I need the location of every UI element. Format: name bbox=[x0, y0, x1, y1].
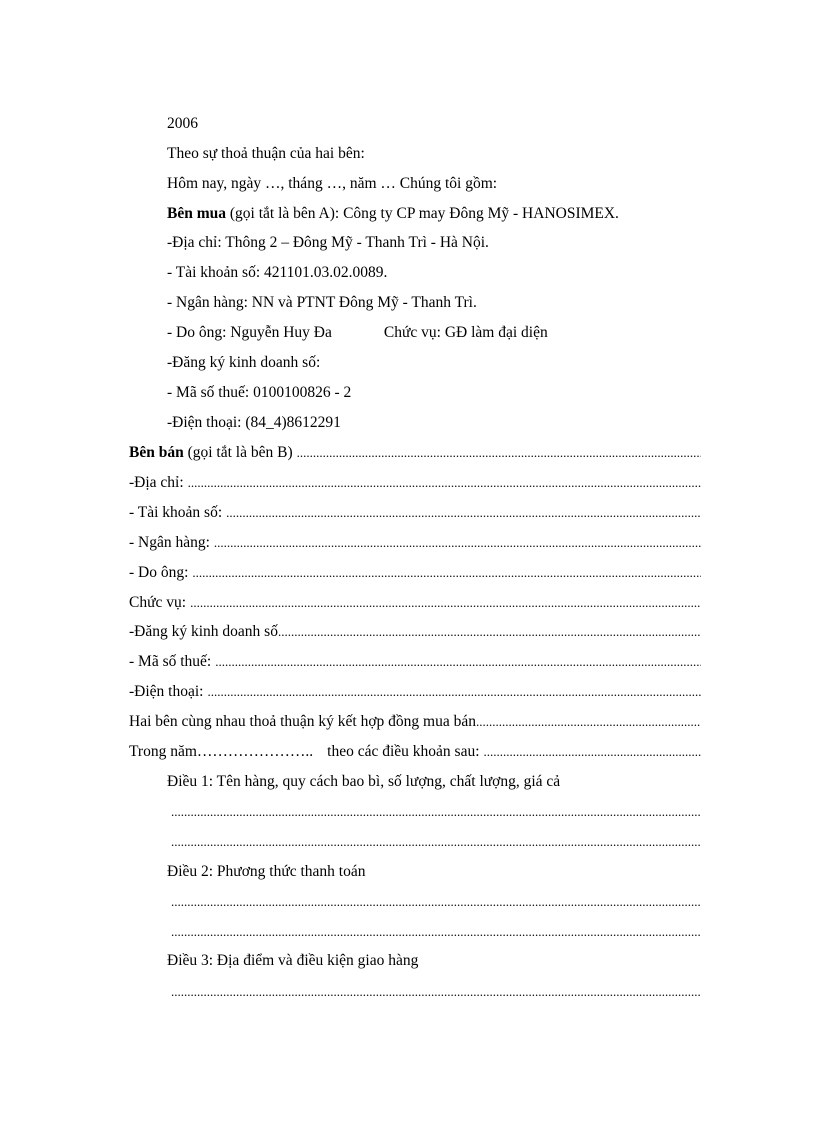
fill-dots bbox=[210, 533, 701, 553]
seller-bank: - Ngân hàng: bbox=[129, 534, 210, 551]
seller-phone-line bbox=[129, 682, 701, 702]
year-line-b: theo các điều khoản sau: bbox=[327, 743, 480, 760]
seller-heading bbox=[129, 443, 701, 463]
article-3: Điều 3: Địa điểm và điều kiện giao hàng bbox=[167, 952, 419, 969]
seller-tax: - Mã số thuế: bbox=[129, 653, 212, 670]
seller-registration: -Đăng ký kinh doanh số bbox=[129, 623, 278, 640]
fill-dots bbox=[222, 503, 701, 523]
buyer-phone: -Điện thoại: (84_4)8612291 bbox=[167, 414, 341, 431]
blank-line bbox=[171, 832, 701, 852]
article-2: Điều 2: Phương thức thanh toán bbox=[167, 863, 366, 880]
buyer-desc: (gọi tắt là bên A): Công ty CP may Đông Mỹ - HANOSIMEX. bbox=[226, 205, 619, 222]
buyer-account: - Tài khoản số: 421101.03.02.0089. bbox=[167, 264, 388, 281]
fill-dots bbox=[186, 593, 701, 613]
buyer-label: Bên mua bbox=[167, 205, 226, 222]
buyer-bank: - Ngân hàng: NN và PTNT Đông Mỹ - Thanh Trì. bbox=[167, 294, 477, 311]
buyer-registration: -Đăng ký kinh doanh số: bbox=[167, 354, 321, 371]
fill-dots bbox=[203, 682, 701, 702]
seller-phone: -Điện thoại: bbox=[129, 683, 204, 700]
buyer-address: -Địa chỉ: Thông 2 – Đông Mỹ - Thanh Trì - Hà Nội. bbox=[167, 234, 489, 251]
seller-account-line bbox=[129, 503, 701, 523]
buyer-position: Chức vụ: GĐ làm đại diện bbox=[383, 324, 548, 341]
buyer-rep: - Do ông: Nguyễn Huy Đa bbox=[167, 324, 332, 341]
seller-registration-line bbox=[129, 622, 701, 642]
fill-dots bbox=[278, 622, 701, 642]
seller-label: Bên bán bbox=[129, 444, 184, 461]
agreement-text: Hai bên cùng nhau thoả thuận ký kết hợp đồng mua bán bbox=[129, 713, 476, 730]
fill-dots bbox=[184, 473, 701, 493]
seller-rep: - Do ông: bbox=[129, 564, 189, 581]
seller-bank-line bbox=[129, 533, 701, 553]
intro-text: Theo sự thoả thuận của hai bên: bbox=[167, 145, 365, 162]
date-line: Hôm nay, ngày …, tháng …, năm … Chúng tôi gồm: bbox=[167, 175, 498, 192]
fill-dots bbox=[480, 742, 701, 762]
seller-address: -Địa chỉ: bbox=[129, 474, 184, 491]
fill-dots bbox=[188, 563, 701, 583]
fill-dots bbox=[476, 712, 701, 732]
buyer-tax: - Mã số thuế: 0100100826 - 2 bbox=[167, 384, 352, 401]
year-text: 2006 bbox=[167, 115, 198, 132]
seller-position: Chức vụ: bbox=[129, 594, 187, 611]
seller-address-line bbox=[129, 473, 701, 493]
blank-line bbox=[171, 982, 701, 1002]
year-line bbox=[129, 742, 701, 762]
seller-desc: (gọi tắt là bên B) bbox=[183, 444, 293, 461]
blank-line bbox=[171, 802, 701, 822]
buyer-heading bbox=[167, 204, 619, 224]
buyer-rep-line bbox=[167, 323, 548, 343]
seller-rep-line bbox=[129, 563, 701, 583]
year-line-a: Trong năm………………….. bbox=[129, 743, 314, 760]
fill-dots bbox=[293, 443, 701, 463]
agreement-line bbox=[129, 712, 701, 732]
blank-line bbox=[171, 892, 701, 912]
blank-line bbox=[171, 922, 701, 942]
seller-position-line bbox=[129, 593, 701, 613]
fill-dots bbox=[211, 652, 701, 672]
seller-tax-line bbox=[129, 652, 701, 672]
seller-account: - Tài khoản số: bbox=[129, 504, 223, 521]
article-1: Điều 1: Tên hàng, quy cách bao bì, số lượng, chất lượng, giá cả bbox=[167, 773, 561, 790]
